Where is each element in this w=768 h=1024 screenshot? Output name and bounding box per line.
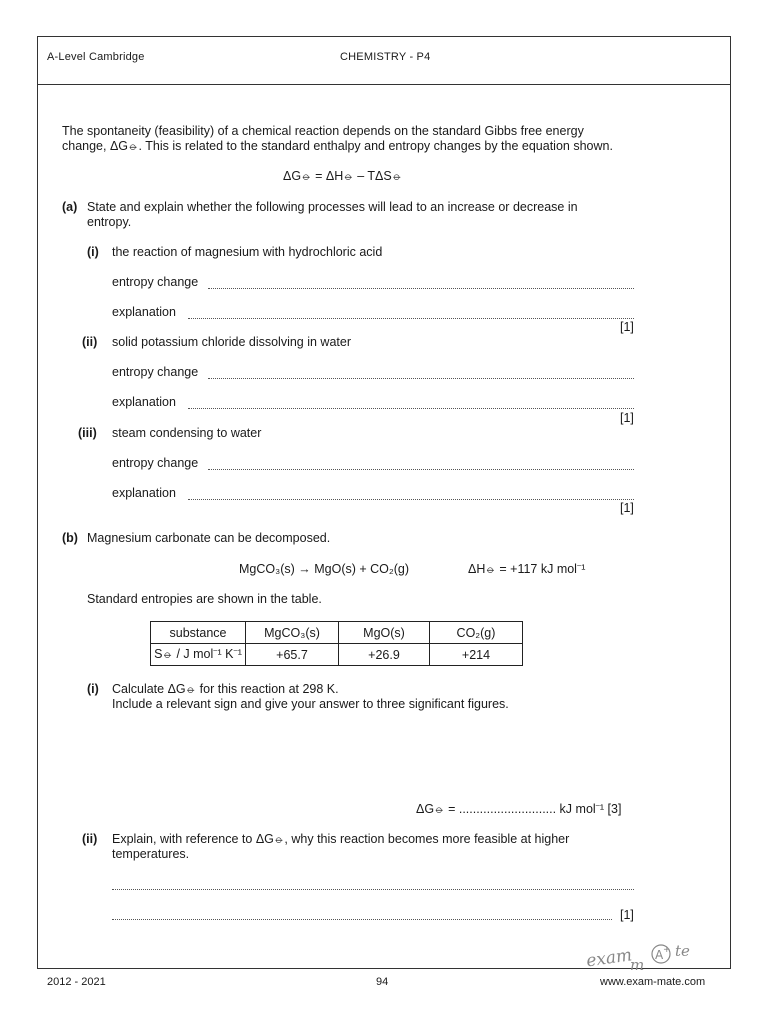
entropy-change-label: entropy change [112, 275, 199, 289]
table-cell: +214 [430, 644, 523, 666]
part-a-line-2: entropy. [87, 215, 132, 229]
answer-line[interactable] [112, 909, 612, 920]
table-header-cell: MgO(s) [339, 622, 430, 644]
gibbs-equation: ΔG⦵ = ΔH⦵ – TΔS⦵ [283, 169, 403, 183]
part-a-i-num: (i) [87, 245, 99, 259]
part-a-line-1: State and explain whether the following processes will lead to an increase or decrease in [87, 200, 578, 214]
mark-allocation: [1] [620, 320, 634, 334]
decomposition-reaction: MgCO₃(s) → MgO(s) + CO₂(g) [239, 562, 410, 576]
mark-allocation: [1] [620, 411, 634, 425]
table-header-cell: substance [151, 622, 246, 644]
answer-line[interactable] [188, 308, 634, 319]
footer-website[interactable]: www.exam-mate.com [600, 976, 706, 988]
part-a-label: (a) [62, 200, 78, 214]
part-b-label: (b) [62, 531, 78, 545]
svg-text:+: + [663, 945, 671, 955]
svg-text:exam: exam [585, 945, 634, 972]
answer-line[interactable] [208, 278, 634, 289]
answer-line[interactable] [188, 489, 634, 500]
part-a-iii-text: steam condensing to water [112, 426, 262, 440]
table-cell: S⦵ / J mol⁻¹ K⁻¹ [151, 644, 246, 666]
entropy-change-label: entropy change [112, 365, 199, 379]
header-subject: CHEMISTRY - P4 [340, 51, 431, 63]
answer-line[interactable] [208, 368, 634, 379]
answer-line[interactable] [208, 459, 634, 470]
header-board: A-Level Cambridge [47, 51, 145, 63]
intro-line-1: The spontaneity (feasibility) of a chemical reaction depends on the standard Gibbs free energy [62, 124, 584, 138]
reaction-enthalpy: ΔH⦵ = +117 kJ mol⁻¹ [468, 562, 586, 576]
answer-line[interactable] [188, 398, 634, 409]
part-b-intro: Magnesium carbonate can be decomposed. [87, 531, 331, 545]
part-b-i-line-1: Calculate ΔG⦵ for this reaction at 298 K. [112, 682, 339, 696]
part-a-i-text: the reaction of magnesium with hydrochloric acid [112, 245, 383, 259]
table-intro: Standard entropies are shown in the table. [87, 592, 322, 606]
header-divider [37, 84, 731, 85]
exam-mate-logo [585, 934, 715, 974]
table-header-cell: CO₂(g) [430, 622, 523, 644]
mark-allocation: [1] [620, 501, 634, 515]
explanation-label: explanation [112, 305, 176, 319]
explanation-label: explanation [112, 486, 176, 500]
table-header-row [151, 622, 523, 644]
part-b-ii-line-1: Explain, with reference to ΔG⦵, why this reaction becomes more feasible at higher [112, 832, 570, 846]
part-b-ii-num: (ii) [82, 832, 98, 846]
page-number: 94 [376, 976, 389, 988]
table-header-cell: MgCO₃(s) [246, 622, 339, 644]
part-b-i-line-2: Include a relevant sign and give your answer to three significant figures. [112, 697, 509, 711]
table-row [151, 644, 523, 666]
part-a-ii-text: solid potassium chloride dissolving in water [112, 335, 352, 349]
delta-g-answer-line[interactable]: ΔG⦵ = ............................ kJ mol⁻¹ [3] [416, 802, 622, 816]
part-b-i-num: (i) [87, 682, 99, 696]
intro-line-2: change, ΔG⦵. This is related to the standard enthalpy and entropy changes by the equation shown. [62, 139, 613, 153]
part-b-ii-line-2: temperatures. [112, 847, 190, 861]
svg-text:m: m [630, 956, 645, 974]
part-a-iii-num: (iii) [78, 426, 97, 440]
footer-years: 2012 - 2021 [47, 976, 106, 988]
entropy-table [150, 621, 523, 666]
entropy-change-label: entropy change [112, 456, 199, 470]
explanation-label: explanation [112, 395, 176, 409]
svg-text:A: A [655, 948, 664, 962]
part-a-ii-num: (ii) [82, 335, 98, 349]
answer-line[interactable] [112, 879, 634, 890]
svg-text:te: te [675, 942, 690, 960]
table-cell: +26.9 [339, 644, 430, 666]
mark-allocation: [1] [620, 908, 634, 922]
table-cell: +65.7 [246, 644, 339, 666]
